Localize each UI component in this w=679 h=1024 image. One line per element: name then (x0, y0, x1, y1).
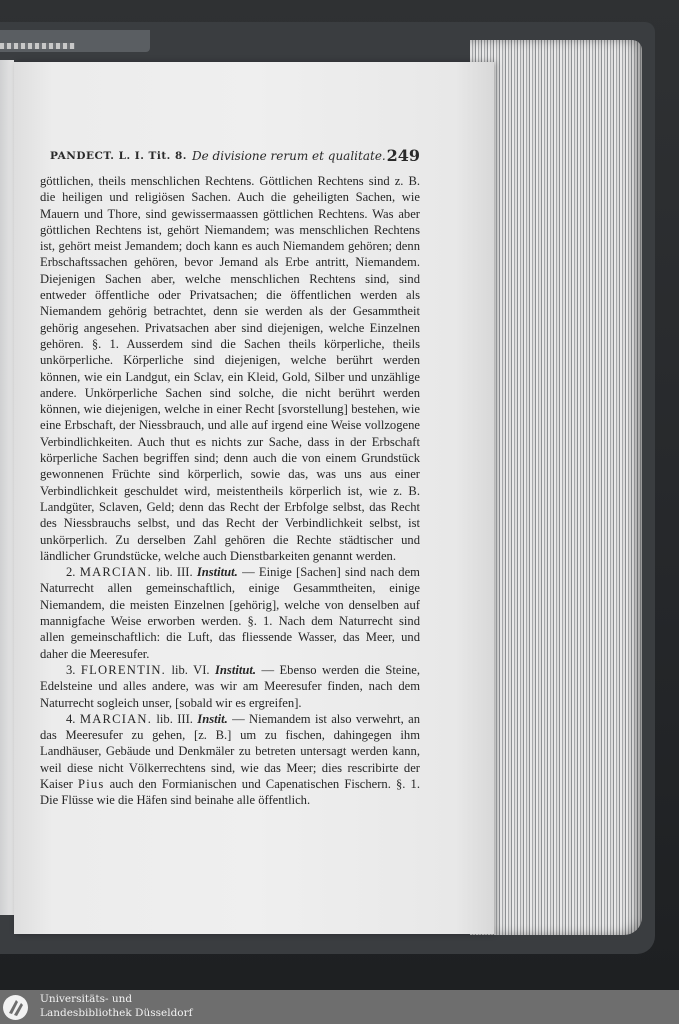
work-title: Instit. (197, 711, 228, 726)
work-title: Institut. (215, 662, 256, 677)
paragraph-3 (40, 662, 420, 711)
work-title: Institut. (196, 565, 238, 580)
jurist-name: MARCIAN. (79, 565, 152, 580)
text-run (40, 173, 420, 564)
jurist-name: MARCIAN. (79, 711, 153, 726)
fragment-number: 2. (66, 565, 76, 580)
book-reference: lib. III. (156, 711, 193, 726)
library-name-line1: Universitäts- und (40, 993, 133, 1005)
fragment-text-continued: auch den Formianischen und Capenatischen Fischern. §. 1. Die Flüsse wie die Häfen sind beinahe alle öffentlich. (40, 776, 420, 808)
fragment-text: — Ebenso werden die Steine, Edelsteine und alles andere, was wir am Meeresufer finden, nach dem Naturrecht sogleich unser, [sobald wir es ergreifen]. (40, 662, 420, 710)
fragment-text: — Niemandem ist also verwehrt, an das Meeresufer zu gehen, [z. B.] um zu fischen, dahingegen ihm Landhäuser, Gebäude und Denkmäler zu betreten untersagt werden kann, weil diese nicht Völkerrechtens sind, wie das Meer; dies rescribirte der Kaiser (40, 711, 420, 791)
book-reference: lib. III. (156, 565, 193, 580)
fragment-number: 3. (66, 662, 76, 677)
paragraph-4 (40, 711, 420, 809)
fragment-number: 4. (66, 711, 76, 726)
page-number: 249 (386, 146, 420, 165)
page-edges (470, 40, 642, 935)
jurist-name: FLORENTIN. (80, 662, 167, 677)
running-header (50, 146, 420, 168)
emperor-name: Pius (78, 776, 105, 791)
library-logo-icon (2, 994, 29, 1021)
library-footer (0, 990, 679, 1024)
library-name-line2: Landesbibliothek Düsseldorf (40, 1007, 193, 1019)
paragraph-2 (40, 564, 420, 662)
library-name (40, 992, 193, 1020)
fragment-text: — Einige [Sachen] sind nach dem Naturrecht allen gemeinschaftlich, einige Gesammtheiten, einige Niemandem, die meisten Einzelnen [gehörig], welche von denselben auf mannigfache Weise erworben werden. §. 1. Nach dem Naturrecht sind allen gemeinschaftlich: die Luft, das fliessende Wasser, das Meer, und daher die Meeresufer. (40, 565, 420, 661)
book-reference: lib. VI. (171, 662, 210, 677)
header-book-reference: PANDECT. L. I. Tit. 8. (50, 150, 187, 162)
facing-page-edge (0, 60, 14, 915)
cover-binding-stitching (0, 43, 75, 49)
header-title: De divisione rerum et qualitate. (192, 149, 386, 163)
page-body-text (40, 173, 420, 873)
continuation-text: göttlichen, theils menschlichen Rechtens. Göttlichen Rechtens sind z. B. die heiligen und religiösen Sachen. Auch die geheiligten Sachen, wie Mauern und Thore, sind gewissermaassen göttlichen Rechtens. Was aber göttlichen Rechtens ist, gehört Niemandem; was menschlichen Rechtens ist, gehört meist Jemandem; doch kann es auch Niemandem gehören; denn Erbschaftssachen gehören, bevor Jemand als Erbe antritt, Niemandem. Diejenigen Sachen aber, welche menschlichen Rechtens sind, sind entweder öffentliche oder Privatsachen; die öffentlichen werden als Niemandem gehörig betrachtet, denn sie werden als der Gesammtheit gehörig angesehen. Privatsachen aber sind diejenigen, welche Einzelnen gehören. §. 1. Ausserdem sind die Sachen theils körperliche, theils unkörperliche. Körperliche sind diejenigen, welche berührt werden können, wie ein Landgut, ein Sclav, ein Kleid, Gold, Silber und unzählige andere. Unkörperliche Sachen sind solche, die nicht berührt werden können, wie diejenigen, welche in einer Recht [svorstellung] bestehen, wie eine Erbschaft, der Niessbrauch, und alle auf irgend eine Weise vollzogene Verbindlichkeiten. Auch thut es nichts zur Sache, dass in der Erbschaft körperliche Sachen begriffen sind; denn auch die von einem Grundstück gewonnenen Früchte sind körperlich, sowie das, was uns aus einer Verbindlichkeit geschuldet wird, meistentheils körperlich ist, wie z. B. Landgüter, Sclaven, Geld; denn das Recht der Erbfolge selbst, das Recht des Niessbrauchs selbst, und das Recht der Verbindlichkeit selbst, ist unkörperlich. Zu derselben Zahl gehören die Rechte städtischer und ländlicher Grundstücke, welche auch Dienstbarkeiten genannt werden. (40, 174, 420, 563)
